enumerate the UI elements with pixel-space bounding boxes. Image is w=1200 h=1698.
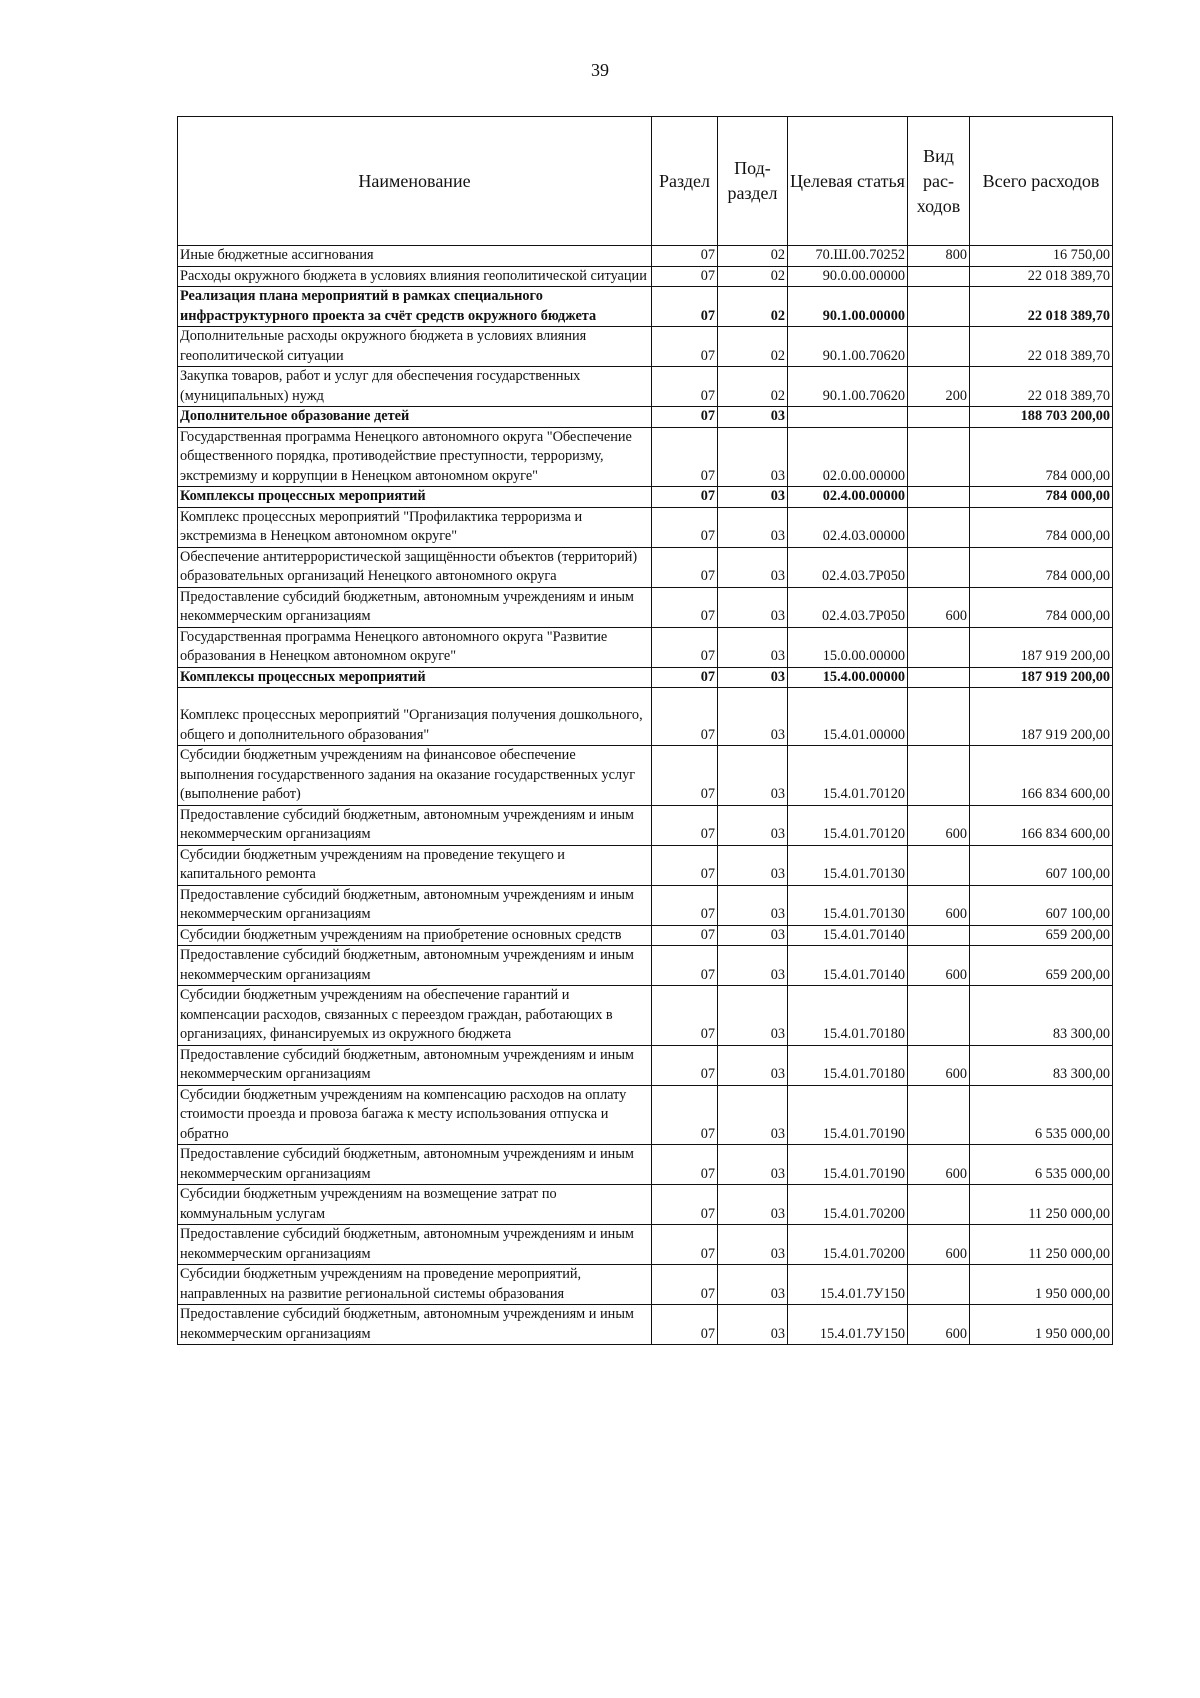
row-subsection: 03 <box>718 746 788 806</box>
table-row <box>178 627 1113 667</box>
table-row <box>178 946 1113 986</box>
row-target: 15.4.01.70140 <box>788 946 908 986</box>
table-row <box>178 1305 1113 1345</box>
row-name: Комплексы процессных мероприятий <box>178 667 652 688</box>
row-section: 07 <box>652 986 718 1046</box>
row-subsection: 03 <box>718 1305 788 1345</box>
row-total: 188 703 200,00 <box>970 407 1113 428</box>
row-kind: 800 <box>908 246 970 267</box>
row-kind <box>908 547 970 587</box>
row-total: 1 950 000,00 <box>970 1305 1113 1345</box>
row-target: 15.4.01.70200 <box>788 1225 908 1265</box>
row-total: 16 750,00 <box>970 246 1113 267</box>
row-kind: 600 <box>908 1045 970 1085</box>
row-name: Предоставление субсидий бюджетным, автономным учреждениям и иным некоммерческим организациям <box>178 1305 652 1345</box>
row-total: 784 000,00 <box>970 487 1113 508</box>
row-section: 07 <box>652 1085 718 1145</box>
page-number: 39 <box>591 60 609 80</box>
row-section: 07 <box>652 688 718 746</box>
row-subsection: 02 <box>718 287 788 327</box>
table-row <box>178 487 1113 508</box>
row-subsection: 02 <box>718 367 788 407</box>
row-name: Предоставление субсидий бюджетным, автономным учреждениям и иным некоммерческим организациям <box>178 946 652 986</box>
row-section: 07 <box>652 287 718 327</box>
row-section: 07 <box>652 925 718 946</box>
table-row <box>178 427 1113 487</box>
row-section: 07 <box>652 946 718 986</box>
table-row <box>178 507 1113 547</box>
row-total: 22 018 389,70 <box>970 287 1113 327</box>
table-row <box>178 367 1113 407</box>
row-section: 07 <box>652 266 718 287</box>
row-name: Субсидии бюджетным учреждениям на проведение мероприятий, направленных на развитие региональной системы образования <box>178 1265 652 1305</box>
row-total: 784 000,00 <box>970 587 1113 627</box>
row-section: 07 <box>652 487 718 508</box>
header-subsection: Под-раздел <box>718 117 788 246</box>
row-target: 15.4.01.70130 <box>788 845 908 885</box>
row-section: 07 <box>652 746 718 806</box>
row-name: Субсидии бюджетным учреждениям на компенсацию расходов на оплату стоимости проезда и провоза багажа к месту использования отпуска и обратно <box>178 1085 652 1145</box>
row-name: Предоставление субсидий бюджетным, автономным учреждениям и иным некоммерческим организациям <box>178 1225 652 1265</box>
table-row <box>178 287 1113 327</box>
row-target: 15.4.01.70140 <box>788 925 908 946</box>
row-name: Субсидии бюджетным учреждениям на проведение текущего и капитального ремонта <box>178 845 652 885</box>
table-row <box>178 266 1113 287</box>
row-kind <box>908 627 970 667</box>
row-section: 07 <box>652 845 718 885</box>
row-target: 02.0.00.00000 <box>788 427 908 487</box>
row-subsection: 02 <box>718 266 788 287</box>
row-subsection: 03 <box>718 547 788 587</box>
row-kind <box>908 327 970 367</box>
table-row <box>178 587 1113 627</box>
row-kind: 600 <box>908 587 970 627</box>
row-total: 166 834 600,00 <box>970 746 1113 806</box>
row-target: 15.0.00.00000 <box>788 627 908 667</box>
row-total: 784 000,00 <box>970 507 1113 547</box>
row-kind <box>908 427 970 487</box>
row-name: Комплексы процессных мероприятий <box>178 487 652 508</box>
row-target: 90.1.00.00000 <box>788 287 908 327</box>
table-row <box>178 1045 1113 1085</box>
row-section: 07 <box>652 627 718 667</box>
table-row <box>178 246 1113 267</box>
row-subsection: 03 <box>718 1225 788 1265</box>
table-row <box>178 925 1113 946</box>
row-section: 07 <box>652 427 718 487</box>
row-subsection: 03 <box>718 587 788 627</box>
row-target: 15.4.01.70190 <box>788 1085 908 1145</box>
row-section: 07 <box>652 1305 718 1345</box>
table-row <box>178 805 1113 845</box>
row-name: Закупка товаров, работ и услуг для обеспечения государственных (муниципальных) нужд <box>178 367 652 407</box>
row-section: 07 <box>652 1225 718 1265</box>
header-section: Раздел <box>652 117 718 246</box>
row-target: 02.4.03.7Р050 <box>788 587 908 627</box>
row-name: Субсидии бюджетным учреждениям на финансовое обеспечение выполнения государственного задания на оказание государственных услуг (выполнение работ) <box>178 746 652 806</box>
row-subsection: 03 <box>718 667 788 688</box>
row-target: 70.Ш.00.70252 <box>788 246 908 267</box>
row-name: Комплекс процессных мероприятий "Профилактика терроризма и экстремизма в Ненецком автономном округе" <box>178 507 652 547</box>
row-subsection: 03 <box>718 627 788 667</box>
row-name: Государственная программа Ненецкого автономного округа "Развитие образования в Ненецком автономном округе" <box>178 627 652 667</box>
row-total: 659 200,00 <box>970 925 1113 946</box>
row-kind: 600 <box>908 805 970 845</box>
row-kind: 600 <box>908 885 970 925</box>
row-kind <box>908 407 970 428</box>
row-target: 90.0.00.00000 <box>788 266 908 287</box>
row-total: 187 919 200,00 <box>970 667 1113 688</box>
row-kind: 600 <box>908 1225 970 1265</box>
row-kind <box>908 507 970 547</box>
row-kind <box>908 1185 970 1225</box>
row-name: Предоставление субсидий бюджетным, автономным учреждениям и иным некоммерческим организациям <box>178 587 652 627</box>
table-row <box>178 1265 1113 1305</box>
row-total: 784 000,00 <box>970 547 1113 587</box>
row-subsection: 03 <box>718 885 788 925</box>
row-target: 15.4.01.70190 <box>788 1145 908 1185</box>
row-kind <box>908 667 970 688</box>
row-total: 166 834 600,00 <box>970 805 1113 845</box>
row-target: 15.4.01.70120 <box>788 746 908 806</box>
row-name: Предоставление субсидий бюджетным, автономным учреждениям и иным некоммерческим организациям <box>178 805 652 845</box>
row-section: 07 <box>652 667 718 688</box>
row-kind <box>908 925 970 946</box>
row-subsection: 03 <box>718 427 788 487</box>
row-total: 22 018 389,70 <box>970 367 1113 407</box>
row-kind <box>908 688 970 746</box>
row-target: 02.4.00.00000 <box>788 487 908 508</box>
table-row <box>178 746 1113 806</box>
row-name: Реализация плана мероприятий в рамках специального инфраструктурного проекта за счёт средств окружного бюджета <box>178 287 652 327</box>
row-subsection: 03 <box>718 946 788 986</box>
row-kind <box>908 287 970 327</box>
row-target: 15.4.01.70180 <box>788 986 908 1046</box>
row-section: 07 <box>652 1265 718 1305</box>
row-target: 90.1.00.70620 <box>788 367 908 407</box>
row-subsection: 02 <box>718 246 788 267</box>
row-total: 6 535 000,00 <box>970 1145 1113 1185</box>
header-kind: Вид рас-ходов <box>908 117 970 246</box>
row-kind <box>908 1265 970 1305</box>
row-section: 07 <box>652 1185 718 1225</box>
table-row <box>178 327 1113 367</box>
row-total: 11 250 000,00 <box>970 1225 1113 1265</box>
row-kind: 600 <box>908 1305 970 1345</box>
table-body <box>178 246 1113 1345</box>
row-section: 07 <box>652 805 718 845</box>
table-row <box>178 407 1113 428</box>
row-total: 187 919 200,00 <box>970 627 1113 667</box>
row-kind: 200 <box>908 367 970 407</box>
row-name: Иные бюджетные ассигнования <box>178 246 652 267</box>
row-section: 07 <box>652 587 718 627</box>
row-kind <box>908 746 970 806</box>
table-row <box>178 885 1113 925</box>
row-subsection: 03 <box>718 1265 788 1305</box>
row-section: 07 <box>652 1145 718 1185</box>
row-kind <box>908 487 970 508</box>
row-target: 15.4.01.70200 <box>788 1185 908 1225</box>
row-total: 83 300,00 <box>970 1045 1113 1085</box>
row-target: 15.4.01.7У150 <box>788 1265 908 1305</box>
row-target: 02.4.03.00000 <box>788 507 908 547</box>
row-name: Комплекс процессных мероприятий "Организация получения дошкольного, общего и дополнительного образования" <box>178 688 652 746</box>
row-target: 02.4.03.7Р050 <box>788 547 908 587</box>
table-row <box>178 1185 1113 1225</box>
row-name: Субсидии бюджетным учреждениям на обеспечение гарантий и компенсации расходов, связанных с переездом граждан, работающих в организациях, финансируемых из окружного бюджета <box>178 986 652 1046</box>
table-row <box>178 1085 1113 1145</box>
row-target: 15.4.01.7У150 <box>788 1305 908 1345</box>
row-subsection: 03 <box>718 1085 788 1145</box>
row-section: 07 <box>652 547 718 587</box>
table-row <box>178 547 1113 587</box>
row-kind <box>908 266 970 287</box>
table-header-row <box>178 117 1113 246</box>
table-row <box>178 1225 1113 1265</box>
row-section: 07 <box>652 1045 718 1085</box>
table-row <box>178 667 1113 688</box>
row-kind <box>908 1085 970 1145</box>
row-total: 22 018 389,70 <box>970 266 1113 287</box>
row-kind <box>908 845 970 885</box>
row-target: 15.4.01.70130 <box>788 885 908 925</box>
row-name: Государственная программа Ненецкого автономного округа "Обеспечение общественного порядка, противодействие преступности, терроризму, экстремизму и коррупции в Ненецком автономном округе" <box>178 427 652 487</box>
row-kind: 600 <box>908 1145 970 1185</box>
row-name: Обеспечение антитеррористической защищённости объектов (территорий) образовательных организаций Ненецкого автономного округа <box>178 547 652 587</box>
row-name: Расходы окружного бюджета в условиях влияния геополитической ситуации <box>178 266 652 287</box>
header-total: Всего расходов <box>970 117 1113 246</box>
row-name: Предоставление субсидий бюджетным, автономным учреждениям и иным некоммерческим организациям <box>178 885 652 925</box>
row-subsection: 03 <box>718 487 788 508</box>
row-subsection: 03 <box>718 986 788 1046</box>
row-subsection: 03 <box>718 925 788 946</box>
row-section: 07 <box>652 507 718 547</box>
row-section: 07 <box>652 367 718 407</box>
row-name: Предоставление субсидий бюджетным, автономным учреждениям и иным некоммерческим организациям <box>178 1045 652 1085</box>
row-total: 607 100,00 <box>970 885 1113 925</box>
row-name: Субсидии бюджетным учреждениям на возмещение затрат по коммунальным услугам <box>178 1185 652 1225</box>
table-row <box>178 986 1113 1046</box>
row-subsection: 03 <box>718 507 788 547</box>
row-name: Предоставление субсидий бюджетным, автономным учреждениям и иным некоммерческим организациям <box>178 1145 652 1185</box>
header-name: Наименование <box>178 117 652 246</box>
table-row <box>178 845 1113 885</box>
table-row <box>178 1145 1113 1185</box>
row-target: 15.4.01.70120 <box>788 805 908 845</box>
row-subsection: 03 <box>718 805 788 845</box>
row-target: 15.4.01.00000 <box>788 688 908 746</box>
row-name: Дополнительное образование детей <box>178 407 652 428</box>
row-section: 07 <box>652 885 718 925</box>
row-total: 83 300,00 <box>970 986 1113 1046</box>
row-name: Дополнительные расходы окружного бюджета в условиях влияния геополитической ситуации <box>178 327 652 367</box>
row-section: 07 <box>652 407 718 428</box>
row-subsection: 02 <box>718 327 788 367</box>
row-total: 607 100,00 <box>970 845 1113 885</box>
row-subsection: 03 <box>718 1045 788 1085</box>
row-name: Субсидии бюджетным учреждениям на приобретение основных средств <box>178 925 652 946</box>
row-section: 07 <box>652 246 718 267</box>
row-total: 784 000,00 <box>970 427 1113 487</box>
table-row <box>178 688 1113 746</box>
row-section: 07 <box>652 327 718 367</box>
row-subsection: 03 <box>718 845 788 885</box>
row-target: 15.4.01.70180 <box>788 1045 908 1085</box>
row-subsection: 03 <box>718 688 788 746</box>
header-target: Целевая статья <box>788 117 908 246</box>
row-total: 6 535 000,00 <box>970 1085 1113 1145</box>
budget-table <box>177 116 1113 1345</box>
row-total: 22 018 389,70 <box>970 327 1113 367</box>
row-subsection: 03 <box>718 1185 788 1225</box>
row-subsection: 03 <box>718 407 788 428</box>
row-total: 659 200,00 <box>970 946 1113 986</box>
row-kind: 600 <box>908 946 970 986</box>
row-total: 187 919 200,00 <box>970 688 1113 746</box>
row-target: 90.1.00.70620 <box>788 327 908 367</box>
row-target <box>788 407 908 428</box>
row-total: 11 250 000,00 <box>970 1185 1113 1225</box>
row-subsection: 03 <box>718 1145 788 1185</box>
row-kind <box>908 986 970 1046</box>
row-total: 1 950 000,00 <box>970 1265 1113 1305</box>
row-target: 15.4.00.00000 <box>788 667 908 688</box>
